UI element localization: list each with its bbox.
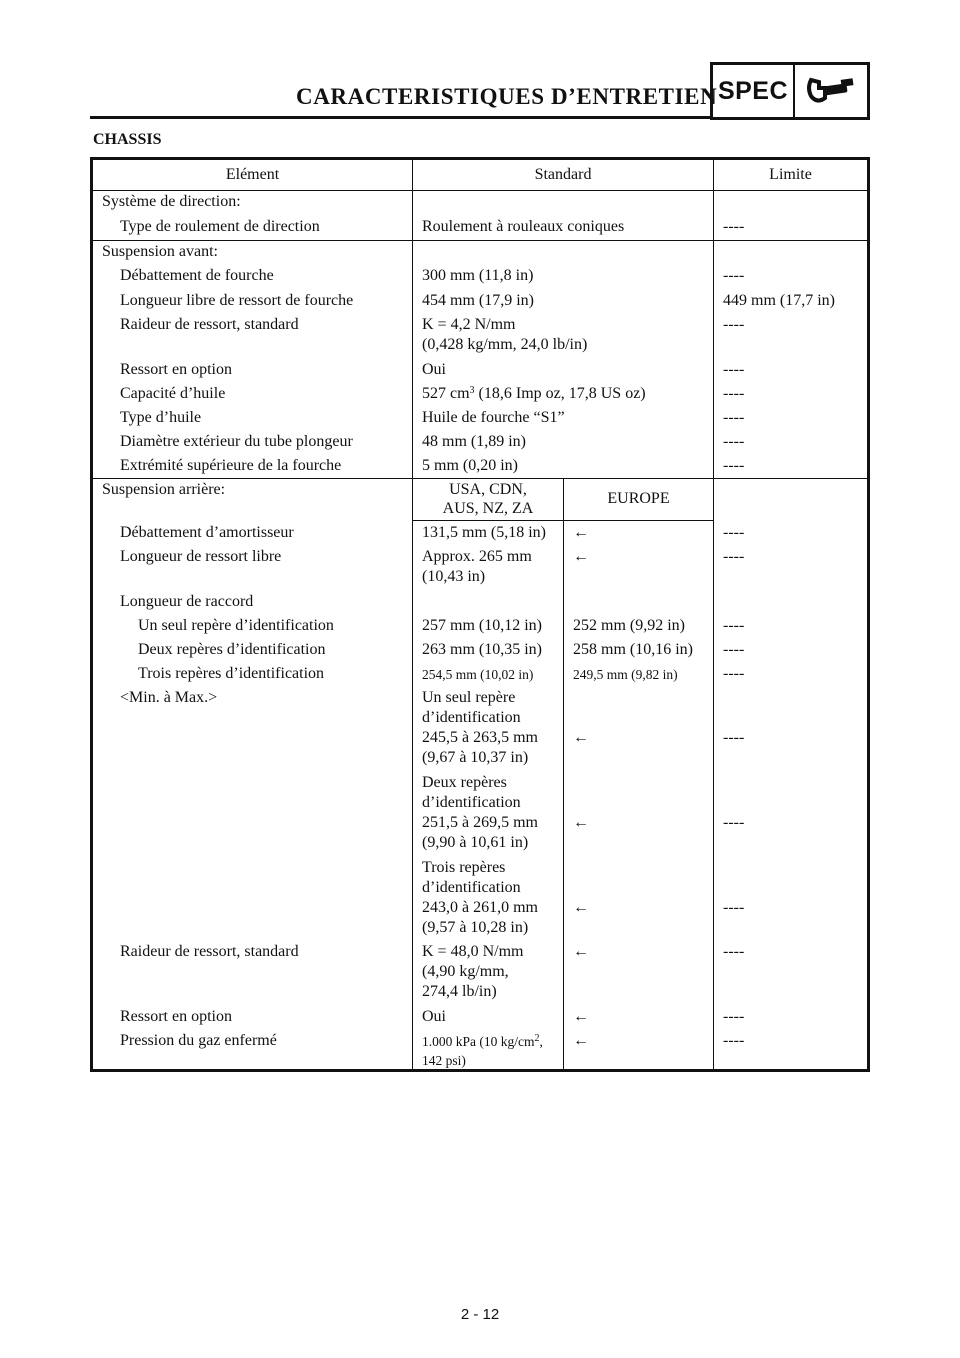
fork-spring-length-value: 454 mm (17,9 in)	[422, 292, 534, 309]
bearing-type-limit: ----	[723, 218, 745, 235]
gas-pressure-l1: 1.000 kPa (10 $kg/cm^2$,	[422, 1033, 543, 1049]
oil-capacity-value: 527 $cm^3$ (18,6 Imp oz, 17,8 US oz)	[422, 385, 646, 402]
wrench-icon	[794, 62, 870, 120]
three-marks-usa: 254,5 mm (10,02 in)	[422, 667, 534, 682]
spec-table	[90, 157, 870, 1072]
fork-travel-limit: ----	[723, 267, 745, 284]
region-usa-line2: AUS, NZ, ZA	[442, 500, 534, 517]
gas-pressure-l2: 142 psi)	[422, 1053, 466, 1068]
minmax-three-l3: 243,0 à 261,0 mm	[422, 899, 538, 916]
minmax-two-l2: d’identification	[422, 794, 521, 811]
row-divider	[412, 520, 713, 521]
two-marks-label: Deux repères d’identification	[138, 641, 326, 658]
spring-free-length-limit: ----	[723, 548, 745, 565]
inner-tube-limit: ----	[723, 433, 745, 450]
three-marks-europe: 249,5 mm (9,82 in)	[573, 667, 678, 682]
front-heading: Suspension avant:	[102, 243, 218, 260]
row-divider	[93, 240, 867, 241]
oil-type-label: Type d’huile	[120, 409, 202, 426]
optional-spring-limit: ----	[723, 361, 745, 378]
same-arrow-icon: ←	[573, 524, 589, 541]
optional-spring-label: Ressort en option	[120, 361, 232, 378]
same-arrow-icon: ←	[573, 943, 589, 960]
one-mark-limit: ----	[723, 617, 745, 634]
two-marks-usa: 263 mm (10,35 in)	[422, 641, 542, 658]
minmax-two-l1: Deux repères	[422, 774, 507, 791]
rear-spring-rate-limit: ----	[723, 943, 745, 960]
inner-tube-value: 48 mm (1,89 in)	[422, 433, 526, 450]
rear-spring-rate-label: Raideur de ressort, standard	[120, 943, 299, 960]
shock-travel-label: Débattement d’amortisseur	[120, 524, 294, 541]
page-number: 2 - 12	[460, 1306, 500, 1323]
col-header-limit: Limite	[769, 166, 812, 183]
one-mark-label: Un seul repère d’identification	[138, 617, 334, 634]
oil-capacity-limit: ----	[723, 385, 745, 402]
optional-spring-value: Oui	[422, 361, 446, 378]
gas-pressure-limit: ----	[723, 1032, 745, 1049]
minmax-one-l2: d’identification	[422, 709, 521, 726]
page-title: CARACTERISTIQUES D’ENTRETIEN	[296, 84, 718, 109]
same-arrow-icon: ←	[573, 1032, 589, 1049]
section-title: CHASSIS	[93, 131, 162, 148]
minmax-one-l1: Un seul repère	[422, 689, 516, 706]
two-marks-europe: 258 mm (10,16 in)	[573, 641, 693, 658]
same-arrow-icon: ←	[573, 814, 589, 831]
rear-optional-spring-limit: ----	[723, 1008, 745, 1025]
rear-optional-spring-label: Ressort en option	[120, 1008, 232, 1025]
minmax-one-l4: (9,67 à 10,37 in)	[422, 749, 529, 766]
fork-spring-length-label: Longueur libre de ressort de fourche	[120, 292, 354, 309]
bearing-type-value: Roulement à rouleaux coniques	[422, 218, 625, 235]
gas-pressure-label: Pression du gaz enfermé	[120, 1032, 277, 1049]
minmax-one-limit: ----	[723, 729, 745, 746]
spec-badge: SPEC	[710, 62, 794, 120]
fitting-length-label: Longueur de raccord	[120, 593, 254, 610]
steering-heading: Système de direction:	[102, 193, 241, 210]
fork-spring-rate-limit: ----	[723, 316, 745, 333]
three-marks-limit: ----	[723, 665, 745, 682]
col-header-element: Elément	[225, 166, 280, 183]
rear-spring-rate-l2: (4,90 kg/mm,	[422, 963, 509, 980]
same-arrow-icon: ←	[573, 729, 589, 746]
minmax-three-l4: (9,57 à 10,28 in)	[422, 919, 529, 936]
col-divider	[713, 160, 714, 1072]
fork-spring-rate-value-2: (0,428 kg/mm, 24,0 lb/in)	[422, 336, 588, 353]
same-arrow-icon: ←	[573, 899, 589, 916]
bearing-type-label: Type de roulement de direction	[120, 218, 320, 235]
oil-type-value: Huile de fourche “S1”	[422, 409, 565, 426]
minmax-three-l2: d’identification	[422, 879, 521, 896]
rear-spring-rate-l3: 274,4 lb/in)	[422, 983, 497, 1000]
minmax-three-limit: ----	[723, 899, 745, 916]
rear-spring-rate-l1: K = 48,0 N/mm	[422, 943, 524, 960]
minmax-two-l4: (9,90 à 10,61 in)	[422, 834, 529, 851]
col-divider	[412, 160, 413, 1072]
same-arrow-icon: ←	[573, 548, 589, 565]
fork-travel-value: 300 mm (11,8 in)	[422, 267, 534, 284]
rear-heading: Suspension arrière:	[102, 481, 226, 498]
row-divider	[93, 478, 867, 479]
spring-free-length-label: Longueur de ressort libre	[120, 548, 282, 565]
fork-spring-rate-value: K = 4,2 N/mm	[422, 316, 516, 333]
fork-top-end-label: Extrémité supérieure de la fourche	[120, 457, 342, 474]
one-mark-europe: 252 mm (9,92 in)	[573, 617, 685, 634]
fork-top-end-limit: ----	[723, 457, 745, 474]
oil-type-limit: ----	[723, 409, 745, 426]
minmax-one-l3: 245,5 à 263,5 mm	[422, 729, 538, 746]
fork-travel-label: Débattement de fourche	[120, 267, 274, 284]
row-divider	[93, 190, 867, 191]
oil-capacity-label: Capacité d’huile	[120, 385, 226, 402]
minmax-three-l1: Trois repères	[422, 859, 506, 876]
same-arrow-icon: ←	[573, 1008, 589, 1025]
region-usa-line1: USA, CDN,	[449, 481, 527, 498]
shock-travel-value: 131,5 mm (5,18 in)	[422, 524, 546, 541]
shock-travel-limit: ----	[723, 524, 745, 541]
header-rule	[90, 116, 710, 119]
three-marks-label: Trois repères d’identification	[138, 665, 325, 682]
min-max-label: <Min. à Max.>	[120, 689, 218, 706]
col-divider	[563, 478, 564, 1072]
minmax-two-limit: ----	[723, 814, 745, 831]
fork-spring-length-limit: 449 mm (17,7 in)	[723, 292, 835, 309]
col-header-standard: Standard	[534, 166, 592, 183]
fork-top-end-value: 5 mm (0,20 in)	[422, 457, 518, 474]
fork-spring-rate-label: Raideur de ressort, standard	[120, 316, 299, 333]
region-europe: EUROPE	[607, 490, 670, 507]
spring-free-length-value-2: (10,43 in)	[422, 568, 486, 585]
one-mark-usa: 257 mm (10,12 in)	[422, 617, 542, 634]
spring-free-length-value: Approx. 265 mm	[422, 548, 532, 565]
inner-tube-label: Diamètre extérieur du tube plongeur	[120, 433, 353, 450]
two-marks-limit: ----	[723, 641, 745, 658]
minmax-two-l3: 251,5 à 269,5 mm	[422, 814, 538, 831]
rear-optional-spring-value: Oui	[422, 1008, 446, 1025]
